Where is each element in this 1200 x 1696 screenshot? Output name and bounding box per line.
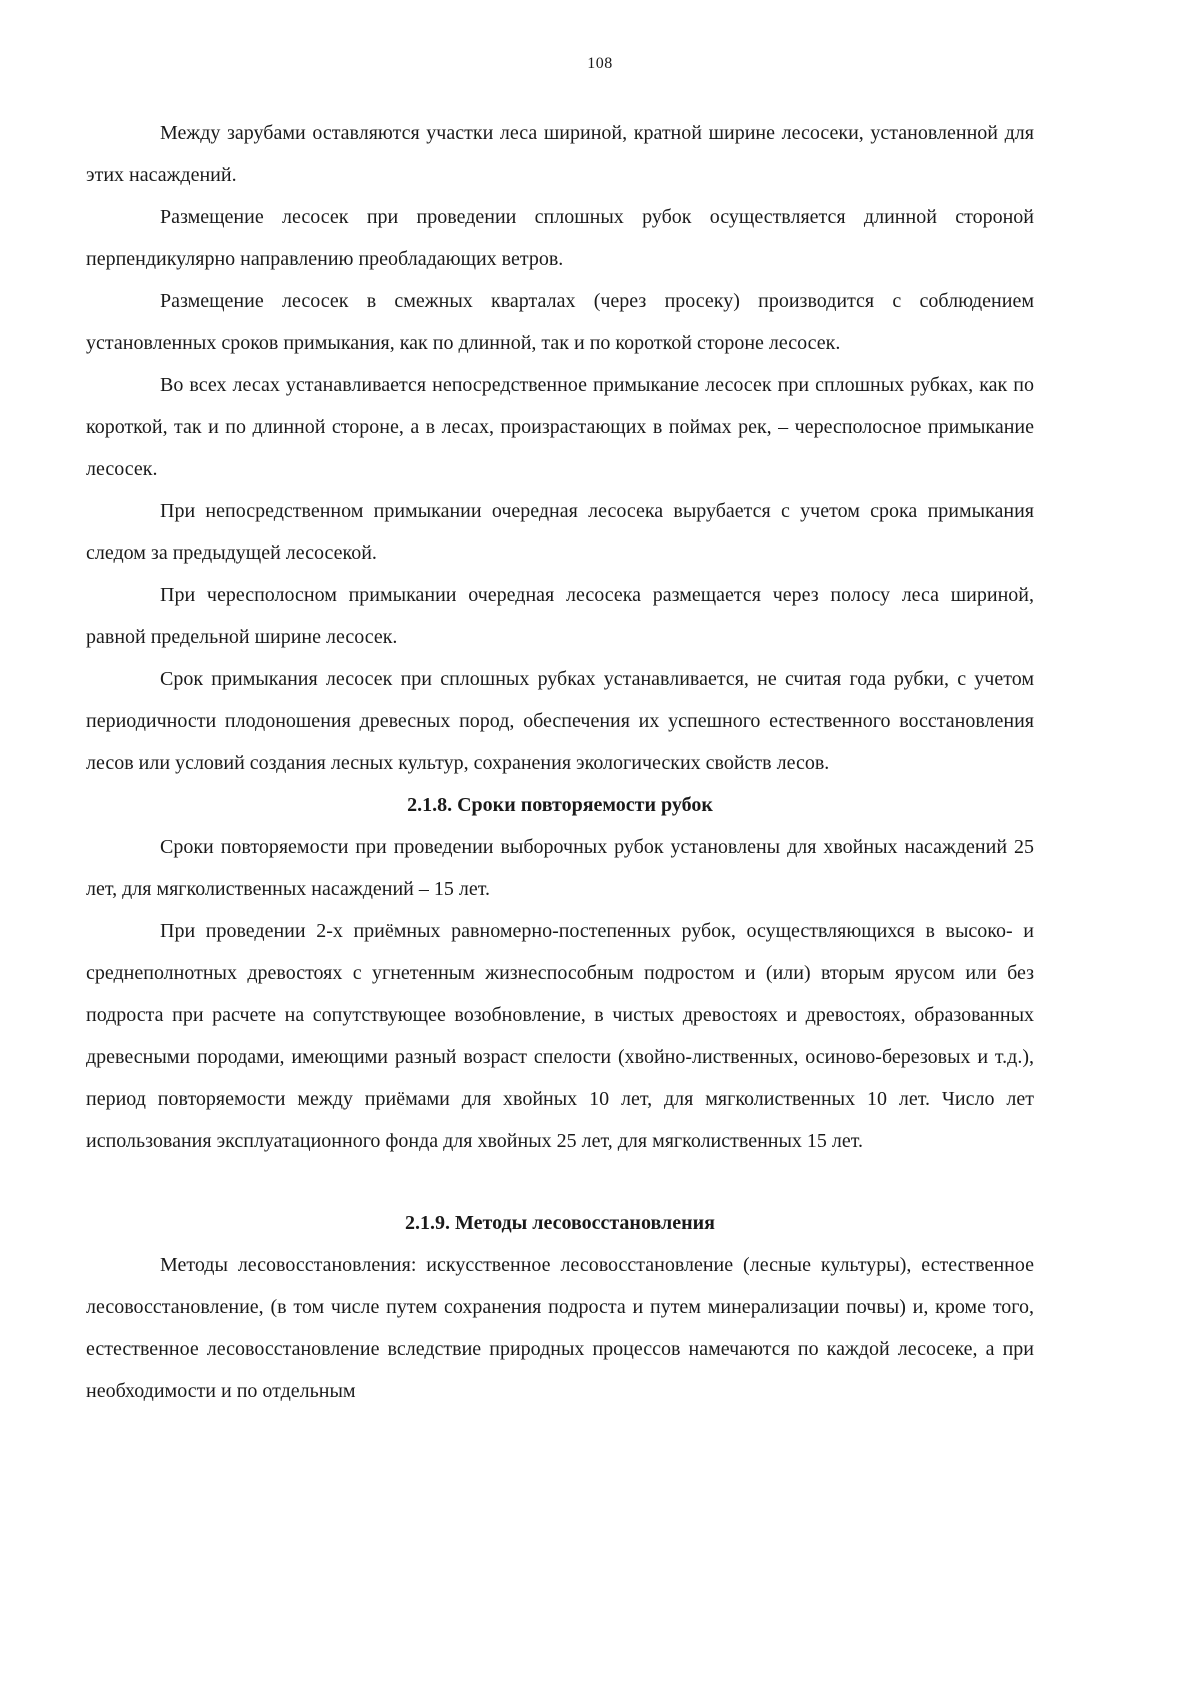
section-heading-cutting-repeat: 2.1.8. Сроки повторяемости рубок	[407, 794, 713, 816]
paragraph: Сроки повторяемости при проведении выборочных рубок установлены для хвойных насаждений 25 лет, для мягколиственных насаждений – 15 лет.	[86, 836, 1034, 900]
paragraph: Методы лесовосстановления: искусственное лесовосстановление (лесные культуры), естественное лесовосстановление, (в том числе путем сохранения подроста и путем минерализации почвы) и, кроме того, естественное лесовосстановление вследствие природных процессов намечаются по каждой лесосеке, а при необходимости и по отдельным	[86, 1254, 1034, 1402]
paragraph: Во всех лесах устанавливается непосредственное примыкание лесосек при сплошных рубках, как по короткой, так и по длинной стороне, а в лесах, произрастающих в поймах рек, – чересполосное примыкание лесосек.	[86, 374, 1034, 480]
section-heading-reforestation-methods: 2.1.9. Методы лесовосстановления	[405, 1212, 715, 1234]
paragraph: Срок примыкания лесосек при сплошных рубках устанавливается, не считая года рубки, с учетом периодичности плодоношения древесных пород, обеспечения их успешного естественного восстановления лесов или условий создания лесных культур, сохранения экологических свойств лесов.	[86, 668, 1034, 774]
paragraph: Размещение лесосек в смежных кварталах (через просеку) производится с соблюдением установленных сроков примыкания, как по длинной, так и по короткой стороне лесосек.	[86, 290, 1034, 354]
page-number: 108	[587, 55, 613, 72]
paragraph: При непосредственном примыкании очередная лесосека вырубается с учетом срока примыкания следом за предыдущей лесосекой.	[86, 500, 1034, 564]
paragraph: Между зарубами оставляются участки леса шириной, кратной ширине лесосеки, установленной для этих насаждений.	[86, 122, 1034, 186]
page-body	[86, 112, 1034, 1412]
paragraph: При чересполосном примыкании очередная лесосека размещается через полосу леса шириной, равной предельной ширине лесосек.	[86, 584, 1034, 648]
paragraph: При проведении 2-х приёмных равномерно-постепенных рубок, осуществляющихся в высоко- и среднеполнотных древостоях с угнетенным жизнеспособным подростом и (или) вторым ярусом или без подроста при расчете на сопутствующее возобновление, в чистых древостоях и древостоях, образованных древесными породами, имеющими разный возраст спелости (хвойно-лиственных, осиново-березовых и т.д.), период повторяемости между приёмами для хвойных 10 лет, для мягколиственных 10 лет. Число лет использования эксплуатационного фонда для хвойных 25 лет, для мягколиственных 15 лет.	[86, 920, 1034, 1152]
paragraph: Размещение лесосек при проведении сплошных рубок осуществляется длинной стороной перпендикулярно направлению преобладающих ветров.	[86, 206, 1034, 270]
